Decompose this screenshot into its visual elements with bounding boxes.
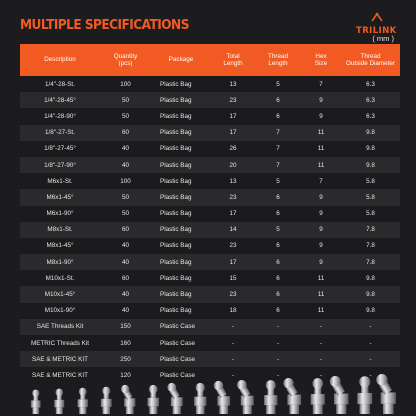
total-length-cell: 13 [229, 177, 237, 185]
column-header-line2: Length [268, 60, 288, 67]
thread-length-cell: 6 [276, 242, 280, 250]
column-header-line1: Package [168, 56, 194, 64]
thread-diameter-cell: 5.8 [366, 177, 375, 185]
total-length-cell: - [231, 371, 235, 379]
thread-diameter-cell: 6.3 [366, 80, 375, 88]
package-cell: Plastic Bag [160, 161, 192, 169]
description-cell: 1/8"-27-45° [44, 145, 76, 153]
total-length-cell: 17 [229, 112, 237, 120]
thread-diameter-cell: - [369, 355, 372, 363]
thread-length-cell: 6 [276, 274, 280, 282]
straight-fitting-icon [357, 376, 372, 414]
thread-length-cell: - [276, 323, 280, 331]
quantity-cell: 100 [120, 80, 131, 88]
table-row [20, 189, 400, 205]
package-cell: Plastic Bag [160, 242, 192, 250]
table-header-row [20, 44, 400, 76]
hex-size-cell: 9 [319, 193, 323, 201]
package-cell: Plastic Bag [160, 129, 192, 137]
straight-fitting-icon [264, 380, 277, 414]
total-length-cell: 20 [229, 161, 237, 169]
column-header-line1: Total [226, 52, 240, 60]
angled-fitting-icon [376, 374, 396, 414]
thread-length-cell: - [276, 339, 280, 347]
table-row [20, 108, 400, 124]
package-cell: Plastic Bag [160, 177, 192, 185]
brand-logo [356, 12, 396, 36]
package-cell: Plastic Bag [160, 274, 192, 282]
angled-fitting-icon [237, 380, 254, 414]
description-cell: 1/8"-27-St. [45, 129, 75, 137]
thread-length-cell: 6 [276, 307, 280, 315]
total-length-cell: - [231, 355, 235, 363]
total-length-cell: 15 [229, 274, 237, 282]
description-cell: 1/4"-28-45° [44, 96, 76, 104]
description-cell: M6x1-St. [47, 177, 73, 185]
description-cell: 1/4"-28-St. [45, 80, 75, 88]
column-header [341, 44, 400, 76]
thread-length-cell: 7 [276, 129, 280, 137]
description-cell: 1/8"-27-90° [44, 161, 76, 169]
table-row [20, 238, 400, 254]
thread-diameter-cell: 6.3 [366, 96, 375, 104]
thread-length-cell: 5 [276, 80, 280, 88]
description-cell: M6x1-45° [46, 193, 74, 201]
quantity-cell: 150 [120, 323, 131, 331]
straight-fitting-icon [311, 378, 325, 414]
description-cell: SAE Threads Kit [36, 323, 84, 331]
total-length-cell: - [231, 323, 235, 331]
package-cell: Plastic Case [160, 371, 195, 379]
thread-diameter-cell: 5.8 [366, 210, 375, 218]
hex-size-cell: 9 [319, 242, 323, 250]
description-cell: METRIC Threads Kit [31, 339, 89, 347]
description-cell: M6x1-90° [46, 210, 74, 218]
table-row [20, 157, 400, 173]
total-length-cell: - [231, 339, 235, 347]
quantity-cell: 50 [121, 96, 129, 104]
quantity-cell: 50 [121, 112, 129, 120]
total-length-cell: 23 [229, 242, 237, 250]
straight-fitting-icon [148, 385, 159, 414]
brand-name: TRILINK [356, 26, 397, 36]
thread-length-cell: 6 [276, 193, 280, 201]
description-cell: M10x1-90° [44, 307, 76, 315]
hex-size-cell: - [319, 355, 323, 363]
total-length-cell: 17 [229, 258, 237, 266]
total-length-cell: 13 [229, 80, 237, 88]
hex-size-cell: 11 [317, 307, 325, 315]
description-cell: M8x1-45° [46, 242, 74, 250]
table-row [20, 173, 400, 189]
hex-size-cell: 7 [319, 80, 323, 88]
column-header-line2: (pcs) [118, 60, 133, 67]
total-length-cell: 23 [229, 291, 237, 299]
table-row [20, 206, 400, 222]
thread-length-cell: - [276, 371, 280, 379]
straight-fitting-icon [101, 387, 112, 414]
thread-diameter-cell: - [369, 371, 372, 379]
package-cell: Plastic Bag [160, 307, 192, 315]
total-length-cell: 26 [229, 145, 237, 153]
straight-fitting-icon [31, 390, 41, 414]
thread-length-cell: 7 [276, 161, 280, 169]
description-cell: SAE & METRIC KIT [32, 371, 88, 379]
grease-fittings-image [0, 362, 416, 416]
hex-size-cell: 7 [319, 177, 323, 185]
thread-length-cell: 5 [276, 226, 280, 234]
total-length-cell: 23 [229, 193, 237, 201]
unit-label: ( mm ) [372, 34, 394, 43]
thread-diameter-cell: 7.8 [366, 242, 375, 250]
description-cell: M8x1-St. [47, 226, 73, 234]
spec-table [20, 44, 400, 384]
package-cell: Plastic Bag [160, 96, 192, 104]
column-header-line1: Thread [268, 52, 288, 60]
thread-diameter-cell: 9.8 [366, 145, 375, 153]
quantity-cell: 160 [120, 339, 131, 347]
spec-table-container [20, 44, 400, 384]
table-row [20, 125, 400, 141]
quantity-cell: 50 [121, 193, 129, 201]
package-cell: Plastic Bag [160, 112, 192, 120]
package-cell: Plastic Case [160, 339, 195, 347]
quantity-cell: 40 [121, 161, 129, 169]
table-row [20, 319, 400, 335]
table-row [20, 303, 400, 319]
hex-size-cell: 11 [317, 161, 325, 169]
description-cell: SAE & METRIC KIT [32, 355, 88, 363]
table-row [20, 335, 400, 351]
total-length-cell: 18 [229, 307, 237, 315]
quantity-cell: 40 [121, 307, 129, 315]
column-header [211, 44, 255, 76]
table-row [20, 254, 400, 270]
table-row [20, 141, 400, 157]
package-cell: Plastic Case [160, 355, 195, 363]
thread-diameter-cell: 9.8 [366, 291, 375, 299]
package-cell: Plastic Bag [160, 80, 192, 88]
thread-diameter-cell: 7.8 [366, 226, 375, 234]
hex-size-cell: - [319, 323, 323, 331]
angled-fitting-icon [283, 378, 301, 414]
angled-fitting-icon [121, 385, 135, 414]
column-header-line2: Size [314, 60, 328, 67]
quantity-cell: 40 [121, 242, 129, 250]
thread-length-cell: 7 [276, 145, 280, 153]
table-row [20, 270, 400, 286]
column-header-line2: Length [223, 60, 243, 67]
hex-size-cell: 11 [317, 145, 325, 153]
column-header [20, 44, 100, 76]
brand-mark-icon [370, 12, 384, 22]
table-row [20, 92, 400, 108]
straight-fitting-icon [54, 389, 64, 414]
thread-length-cell: 6 [276, 258, 280, 266]
thread-diameter-cell: 9.8 [366, 161, 375, 169]
quantity-cell: 120 [120, 371, 131, 379]
package-cell: Plastic Bag [160, 193, 192, 201]
quantity-cell: 60 [121, 226, 129, 234]
column-header [255, 44, 301, 76]
table-body [20, 76, 400, 384]
package-cell: Plastic Bag [160, 210, 192, 218]
quantity-cell: 50 [121, 210, 129, 218]
thread-length-cell: - [276, 355, 280, 363]
hex-size-cell: 9 [319, 258, 323, 266]
column-header [151, 44, 211, 76]
description-cell: M10x1-45° [44, 291, 76, 299]
quantity-cell: 40 [121, 145, 129, 153]
table-row [20, 286, 400, 302]
thread-diameter-cell: 5.8 [366, 193, 375, 201]
column-header-line1: Thread [360, 52, 381, 60]
thread-diameter-cell: 9.8 [366, 129, 375, 137]
page-title: MULTIPLE SPECIFICATIONS [20, 17, 189, 33]
total-length-cell: 17 [229, 129, 237, 137]
hex-size-cell: - [319, 371, 323, 379]
hex-size-cell: 9 [319, 96, 323, 104]
total-length-cell: 17 [229, 210, 237, 218]
quantity-cell: 100 [120, 177, 131, 185]
description-cell: M10x1-St. [45, 274, 75, 282]
hex-size-cell: 9 [319, 112, 323, 120]
total-length-cell: 23 [229, 96, 237, 104]
column-header-line1: Hex [315, 52, 327, 60]
quantity-cell: 40 [121, 258, 129, 266]
quantity-cell: 250 [120, 355, 131, 363]
hex-size-cell: 11 [317, 129, 325, 137]
thread-diameter-cell: 6.3 [366, 112, 375, 120]
hex-size-cell: 9 [319, 226, 323, 234]
thread-diameter-cell: 9.8 [366, 274, 375, 282]
angled-fitting-icon [167, 383, 182, 414]
quantity-cell: 60 [121, 274, 129, 282]
table-row [20, 222, 400, 238]
package-cell: Plastic Bag [160, 291, 192, 299]
description-cell: M8x1-90° [46, 258, 74, 266]
thread-diameter-cell: - [369, 339, 372, 347]
package-cell: Plastic Bag [160, 226, 192, 234]
total-length-cell: 14 [229, 226, 237, 234]
thread-length-cell: 6 [276, 112, 280, 120]
column-header [301, 44, 341, 76]
column-header-line1: Quantity [113, 52, 138, 60]
hex-size-cell: - [319, 339, 323, 347]
hex-size-cell: 11 [317, 291, 325, 299]
angled-fitting-icon [214, 381, 230, 414]
thread-length-cell: 5 [276, 177, 280, 185]
straight-fitting-icon [194, 383, 206, 414]
column-header-line2: Outside Diameter [346, 60, 395, 67]
description-cell: 1/4"-28-90° [44, 112, 76, 120]
package-cell: Plastic Bag [160, 145, 192, 153]
thread-length-cell: 6 [276, 291, 280, 299]
thread-length-cell: 6 [276, 96, 280, 104]
quantity-cell: 60 [121, 129, 129, 137]
package-cell: Plastic Bag [160, 258, 192, 266]
thread-length-cell: 6 [276, 210, 280, 218]
straight-fitting-icon [78, 388, 88, 414]
thread-diameter-cell: - [369, 323, 372, 331]
hex-size-cell: 11 [317, 274, 325, 282]
table-row [20, 76, 400, 92]
quantity-cell: 40 [121, 291, 129, 299]
package-cell: Plastic Case [160, 323, 195, 331]
hex-size-cell: 9 [319, 210, 323, 218]
angled-fitting-icon [330, 376, 349, 414]
column-header-line1: Description [44, 56, 76, 64]
thread-diameter-cell: 9.8 [366, 307, 375, 315]
column-header [100, 44, 151, 76]
thread-diameter-cell: 7.8 [366, 258, 375, 266]
